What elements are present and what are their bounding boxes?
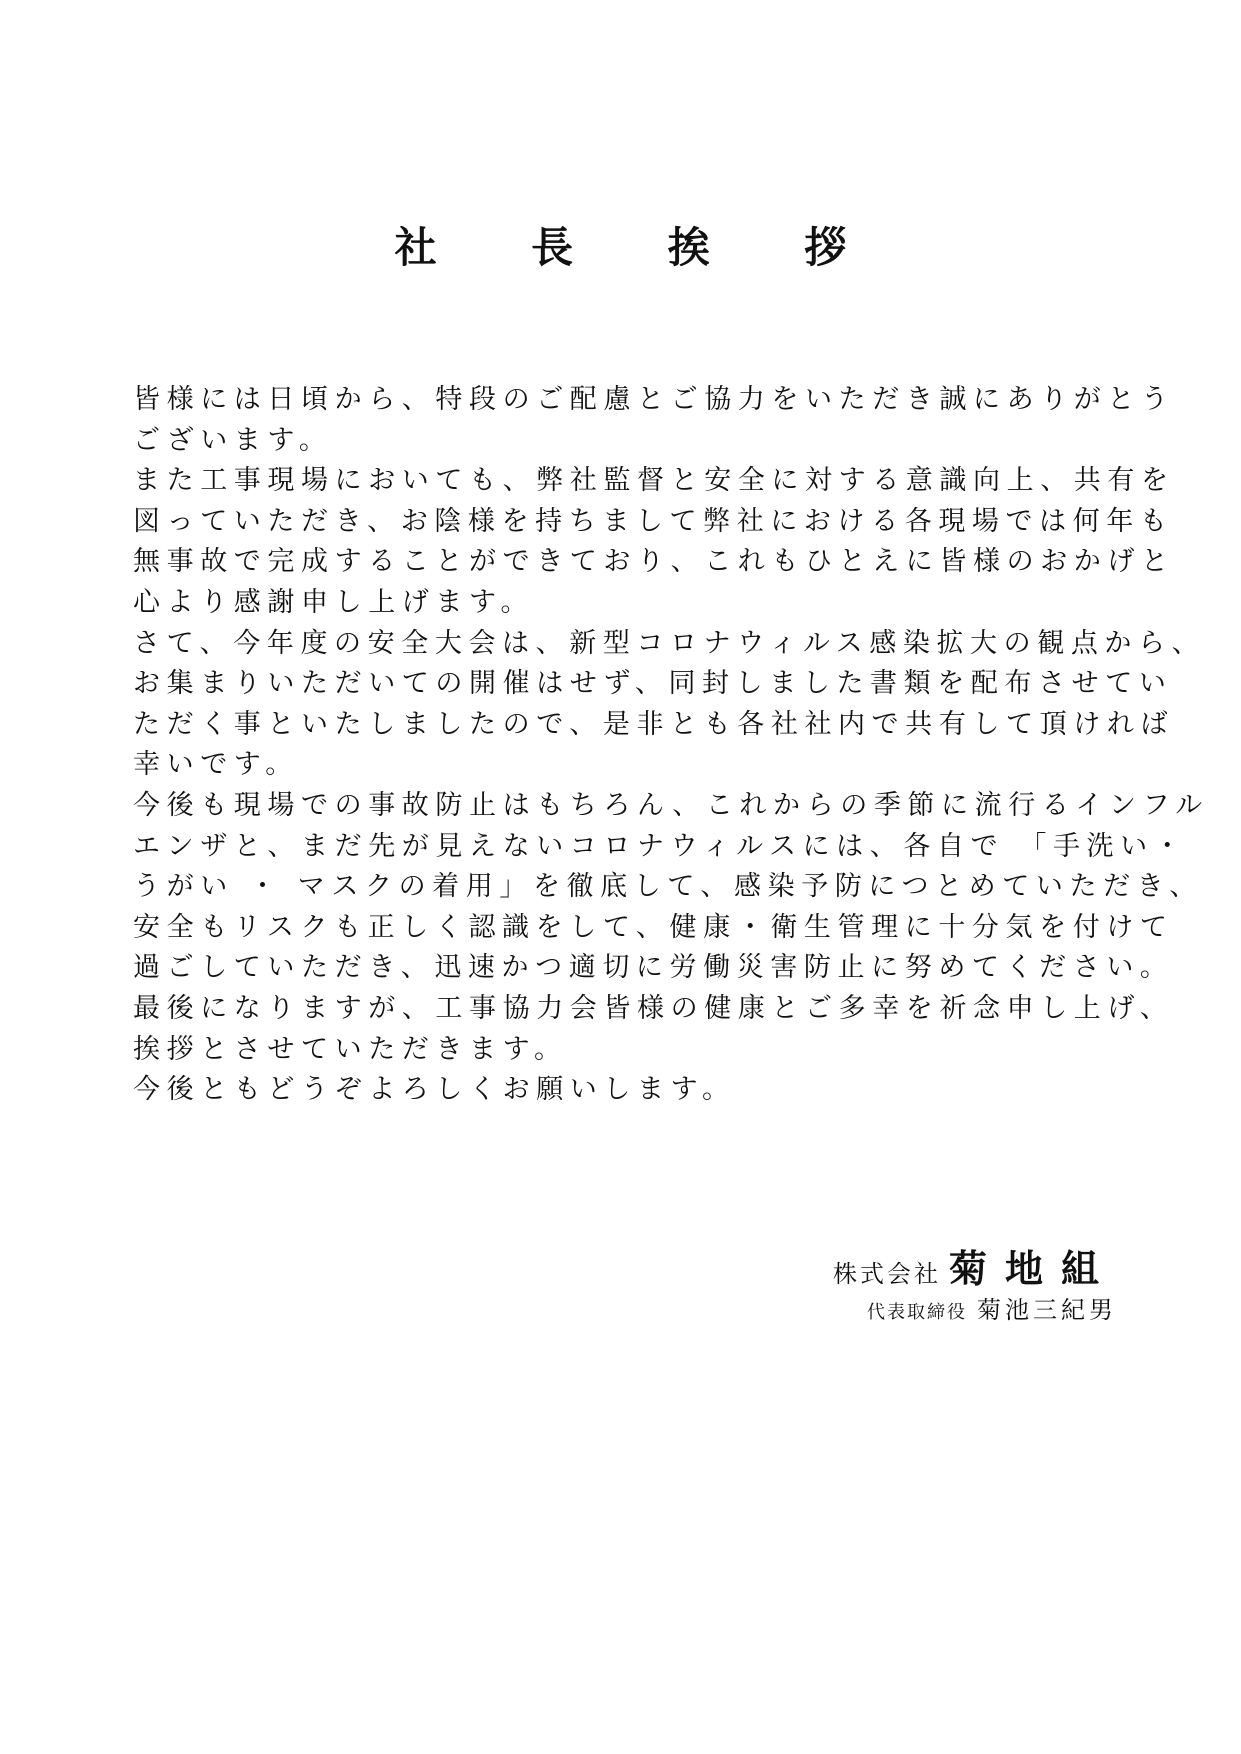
- signature-person: [867, 1290, 1117, 1325]
- body-line: 幸いです。: [133, 749, 299, 781]
- body-line: 無事故で完成することができており、これもひとえに皆様のおかげと: [133, 546, 1175, 578]
- body-line: お集まりいただいての開催はせず、同封しました書類を配布させてい: [133, 668, 1173, 700]
- body-line: ただく事といたしましたので、是非とも各社社内で共有して頂ければ: [133, 708, 1175, 740]
- page-title: 社 長 挨 拶: [394, 223, 887, 272]
- body-line: 今後も現場での事故防止はもちろん、これからの季節に流行るインフル: [133, 789, 1209, 821]
- greeting-body: [133, 380, 1209, 1111]
- body-line: 挨拶とさせていただきます。: [133, 1033, 568, 1065]
- body-line: 皆様には日頃から、特段のご配慮とご協力をいただき誠にありがとう: [133, 384, 1175, 415]
- body-line: うがい ・ マスクの着用」を徹底して、感染予防につとめていただき、: [133, 871, 1203, 903]
- body-line: 心より感謝申し上げます。: [133, 586, 535, 618]
- representative-title: 代表取締役: [867, 1302, 967, 1323]
- body-line: ございます。: [133, 424, 333, 456]
- signature-company: [833, 1238, 1117, 1293]
- body-line: さて、今年度の安全大会は、新型コロナウィルス感染拡大の観点から、: [133, 627, 1206, 659]
- body-line: 過ごしていただき、迅速かつ適切に労働災害防止に努めてください。: [133, 952, 1174, 984]
- body-line: 図っていただき、お陰様を持ちまして弊社における各現場では何年も: [133, 505, 1174, 537]
- body-line: 最後になりますが、工事協力会皆様の健康とご多幸を祈念申し上げ、: [133, 992, 1174, 1024]
- body-line: また工事現場においても、弊社監督と安全に対する意識向上、共有を: [133, 465, 1175, 497]
- body-line: 安全もリスクも正しく認識をして、健康・衛生管理に十分気を付けて: [133, 911, 1174, 943]
- body-line: エンザと、まだ先が見えないコロナウィルスには、各自で 「手洗い・: [133, 830, 1188, 862]
- representative-name: 菊池三紀男: [977, 1296, 1117, 1324]
- company-name: 菊地組: [948, 1246, 1117, 1291]
- body-line: 今後ともどうぞよろしくお願いします。: [133, 1074, 736, 1106]
- company-prefix: 株式会社: [832, 1260, 941, 1288]
